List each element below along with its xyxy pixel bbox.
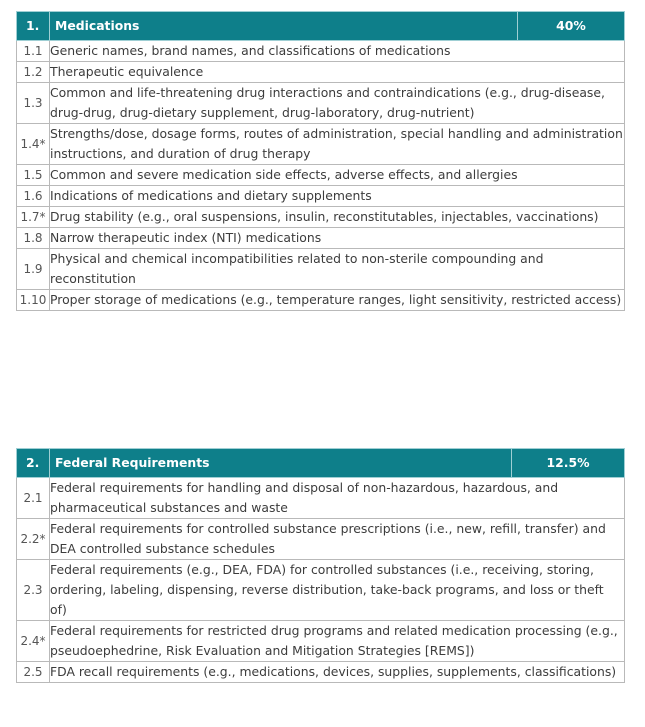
section-number: 1. [17, 12, 50, 41]
table-row [17, 62, 625, 83]
row-number: 1.5 [17, 165, 50, 186]
table-row [17, 662, 625, 683]
section-header [17, 12, 625, 41]
table-row [17, 41, 625, 62]
row-description: Indications of medications and dietary supplements [50, 186, 625, 207]
section-title: Medications [50, 12, 518, 41]
row-description: Strengths/dose, dosage forms, routes of administration, special handling and administration instructions, and duration of drug therapy [50, 124, 625, 165]
table-row [17, 83, 625, 124]
row-number: 2.4* [17, 621, 50, 662]
row-number: 1.9 [17, 249, 50, 290]
row-description: Physical and chemical incompatibilities related to non-sterile compounding and reconstitution [50, 249, 625, 290]
medications-table [16, 11, 625, 311]
row-number: 1.2 [17, 62, 50, 83]
row-number: 2.2* [17, 519, 50, 560]
row-number: 1.10 [17, 290, 50, 311]
federal-requirements-table [16, 448, 625, 683]
table-row [17, 186, 625, 207]
row-number: 1.1 [17, 41, 50, 62]
row-description: Generic names, brand names, and classifications of medications [50, 41, 625, 62]
table-row [17, 519, 625, 560]
row-number: 2.3 [17, 560, 50, 621]
row-number: 2.5 [17, 662, 50, 683]
row-description: Federal requirements (e.g., DEA, FDA) for controlled substances (i.e., receiving, storing, ordering, labeling, dispensing, reverse distribution, take-back programs, and loss or theft of) [50, 560, 625, 621]
row-number: 1.4* [17, 124, 50, 165]
table-row [17, 560, 625, 621]
row-number: 1.8 [17, 228, 50, 249]
table-row [17, 621, 625, 662]
row-description: Federal requirements for restricted drug programs and related medication processing (e.g., pseudoephedrine, Risk Evaluation and Mitigation Strategies [REMS]) [50, 621, 625, 662]
row-number: 1.6 [17, 186, 50, 207]
section-number: 2. [17, 449, 50, 478]
table-row [17, 165, 625, 186]
table-row [17, 207, 625, 228]
section-weight: 40% [518, 12, 625, 41]
section-title: Federal Requirements [50, 449, 512, 478]
row-description: Federal requirements for controlled substance prescriptions (i.e., new, refill, transfer) and DEA controlled substance schedules [50, 519, 625, 560]
row-description: Federal requirements for handling and disposal of non-hazardous, hazardous, and pharmaceutical substances and waste [50, 478, 625, 519]
row-number: 1.3 [17, 83, 50, 124]
row-description: Proper storage of medications (e.g., temperature ranges, light sensitivity, restricted access) [50, 290, 625, 311]
table-row [17, 124, 625, 165]
row-description: FDA recall requirements (e.g., medications, devices, supplies, supplements, classifications) [50, 662, 625, 683]
row-description: Common and life-threatening drug interactions and contraindications (e.g., drug-disease, drug-drug, drug-dietary supplement, drug-laboratory, drug-nutrient) [50, 83, 625, 124]
row-description: Therapeutic equivalence [50, 62, 625, 83]
section-weight: 12.5% [512, 449, 625, 478]
table-row [17, 249, 625, 290]
section-header [17, 449, 625, 478]
table-row [17, 290, 625, 311]
row-number: 1.7* [17, 207, 50, 228]
table-row [17, 228, 625, 249]
row-description: Narrow therapeutic index (NTI) medications [50, 228, 625, 249]
row-description: Common and severe medication side effects, adverse effects, and allergies [50, 165, 625, 186]
table-row [17, 478, 625, 519]
row-description: Drug stability (e.g., oral suspensions, insulin, reconstitutables, injectables, vaccinations) [50, 207, 625, 228]
row-number: 2.1 [17, 478, 50, 519]
